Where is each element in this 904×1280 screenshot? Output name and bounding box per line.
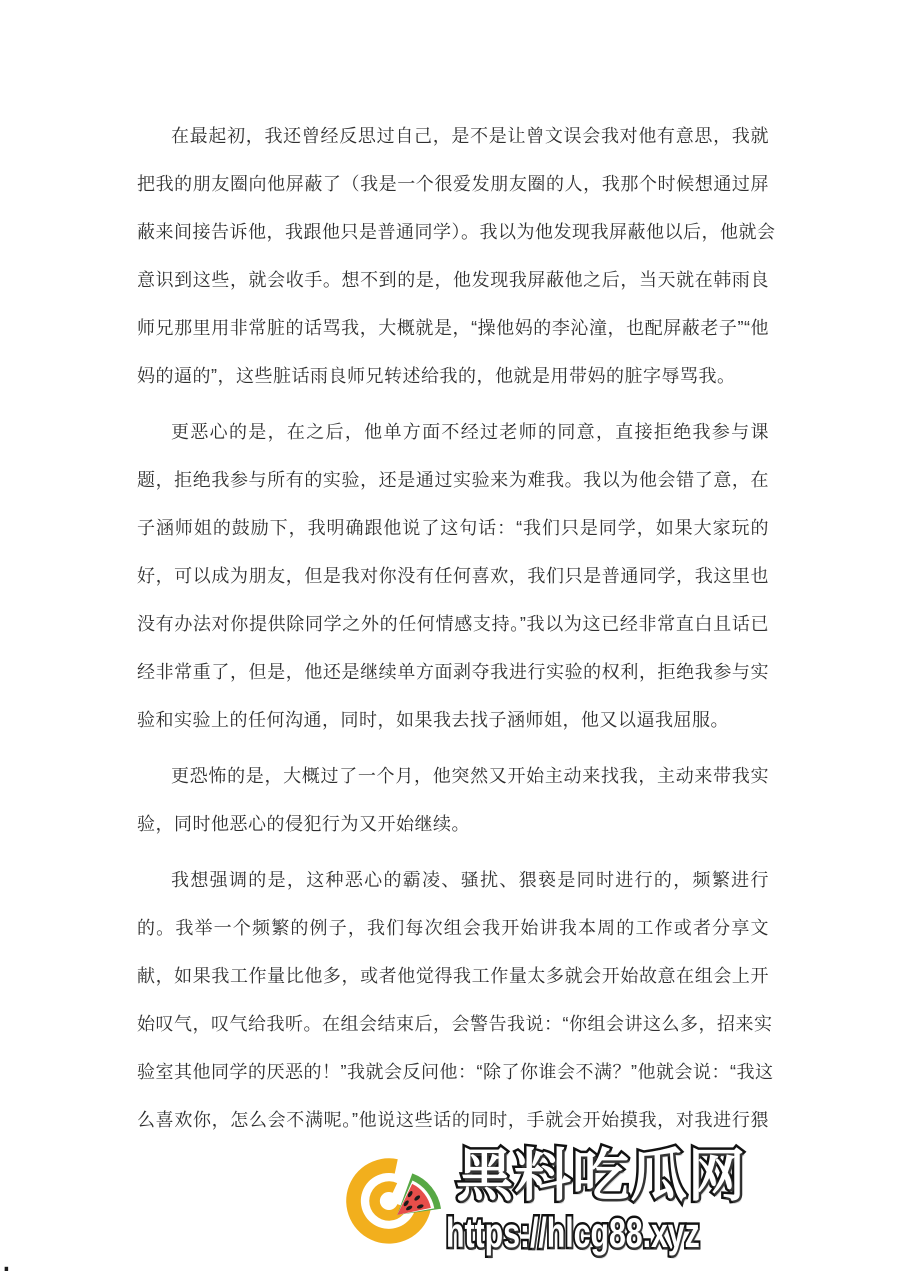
site-watermark xyxy=(338,1144,768,1274)
text-line: 验，同时他恶心的侵犯行为又开始继续。 xyxy=(137,814,470,834)
text-line: 好，可以成为朋友，但是我对你没有任何喜欢，我们只是普通同学，我这里也 xyxy=(137,566,769,586)
text-line: 在最起初，我还曾经反思过自己，是不是让曾文误会我对他有意思，我就 xyxy=(171,126,769,146)
text-line: 献，如果我工作量比他多，或者他觉得我工作量太多就会开始故意在组会上开 xyxy=(137,966,769,986)
text-line: 的。我举一个频繁的例子，我们每次组会我开始讲我本周的工作或者分享文 xyxy=(137,918,769,938)
text-line: 子涵师姐的鼓励下，我明确跟他说了这句话：“我们只是同学，如果大家玩的 xyxy=(137,518,769,538)
paragraph xyxy=(137,112,776,400)
text-line: 妈的逼的”，这些脏话雨良师兄转述给我的，他就是用带妈的脏字辱骂我。 xyxy=(137,366,736,386)
site-name: 黑料吃瓜网 xyxy=(456,1144,746,1208)
text-line: 蔽来间接告诉他，我跟他只是普通同学）。我以为他发现我屏蔽他以后，他就会 xyxy=(137,222,776,242)
stray-period-mark: . xyxy=(1,1240,12,1280)
text-line: 意识到这些，就会收手。想不到的是，他发现我屏蔽他之后，当天就在韩雨良 xyxy=(137,270,769,290)
text-line: 把我的朋友圈向他屏蔽了（我是一个很爱发朋友圈的人，我那个时候想通过屏 xyxy=(137,174,769,194)
document-text xyxy=(137,112,776,1152)
text-line: 验室其他同学的厌恶的！”我就会反问他：“除了你谁会不满？”他就会说：“我这 xyxy=(137,1062,774,1082)
text-line: 始叹气，叹气给我听。在组会结束后，会警告我说：“你组会讲这么多，招来实 xyxy=(137,1014,773,1034)
text-line: 经非常重了，但是，他还是继续单方面剥夺我进行实验的权利，拒绝我参与实 xyxy=(137,662,769,682)
text-line: 更恐怖的是，大概过了一个月，他突然又开始主动来找我，主动来带我实 xyxy=(171,766,769,786)
logo-inner-ring xyxy=(369,1181,407,1220)
text-line: 么喜欢你，怎么会不满呢。”他说这些话的同时，手就会开始摸我，对我进行猥 xyxy=(137,1110,769,1130)
paragraph xyxy=(137,856,774,1144)
text-line: 更恶心的是，在之后，他单方面不经过老师的同意，直接拒绝我参与课 xyxy=(171,422,769,442)
text-line: 师兄那里用非常脏的话骂我，大概就是，“操他妈的李沁潼，也配屏蔽老子”“他 xyxy=(137,318,769,338)
text-line: 验和实验上的任何沟通，同时，如果我去找子涵师姐，他又以逼我屈服。 xyxy=(137,710,729,730)
site-url: https://hlcg88.xyz xyxy=(446,1209,700,1256)
paragraph xyxy=(137,752,769,848)
text-line: 没有办法对你提供除同学之外的任何情感支持。”我以为这已经非常直白且话已 xyxy=(137,614,769,634)
text-line: 题，拒绝我参与所有的实验，还是通过实验来为难我。我以为他会错了意，在 xyxy=(137,470,769,490)
paragraph xyxy=(137,408,769,744)
text-line: 我想强调的是，这种恶心的霸凌、骚扰、猥亵是同时进行的，频繁进行 xyxy=(171,870,769,890)
watermelon-logo-icon xyxy=(338,1146,448,1262)
